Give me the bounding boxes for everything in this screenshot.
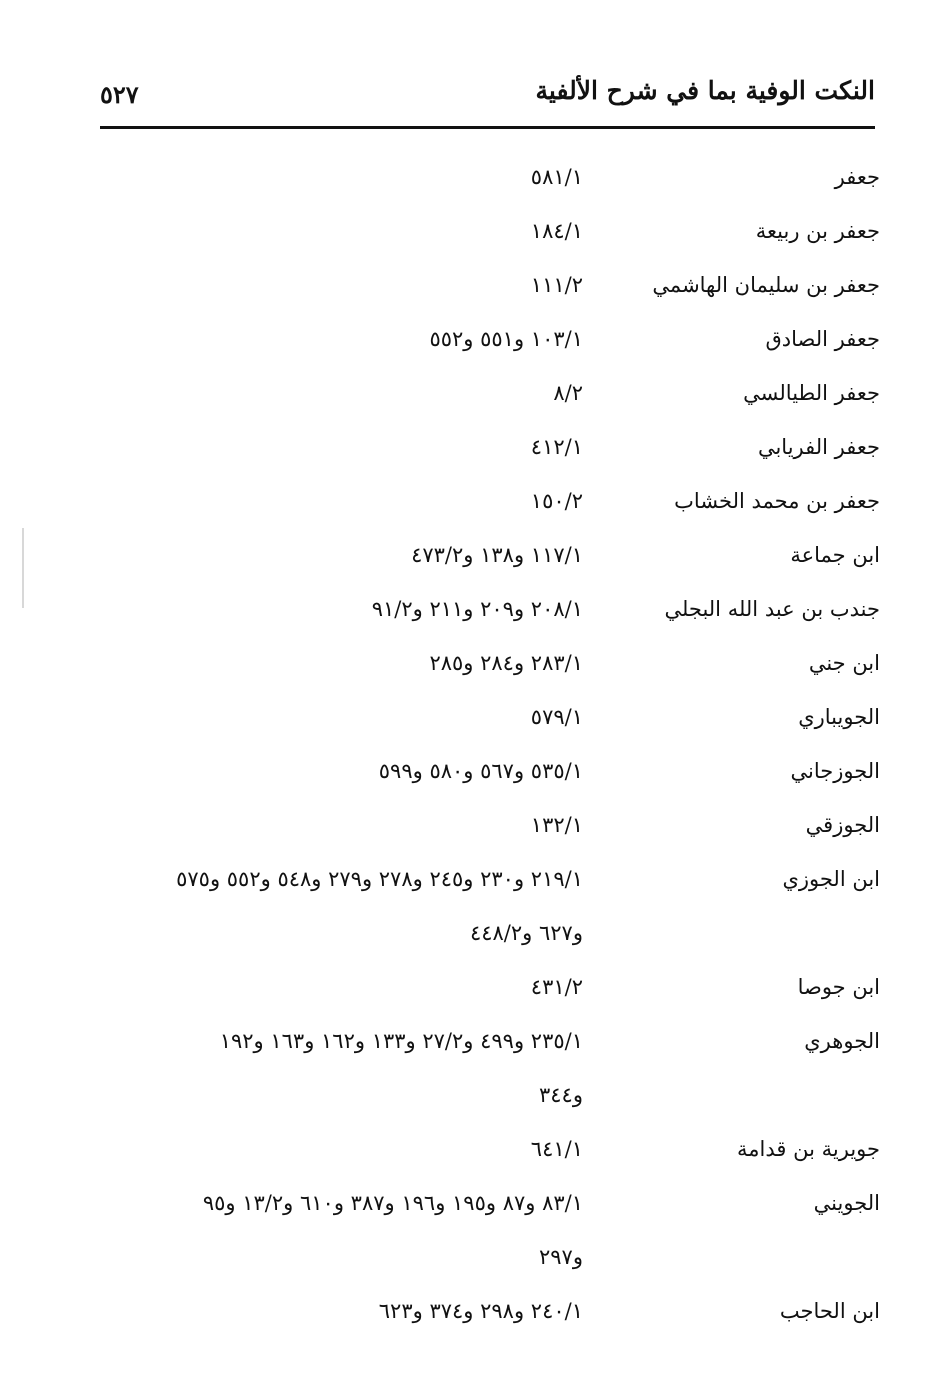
entry-name: ابن جني bbox=[808, 651, 880, 675]
index-entry bbox=[100, 366, 880, 420]
reference-line: ١٣٢/١ bbox=[530, 813, 583, 837]
entry-name: جعفر بن ربيعة bbox=[755, 219, 880, 243]
index-entry bbox=[100, 960, 880, 1014]
entry-references bbox=[100, 1176, 583, 1284]
reference-line: ٤٣١/٢ bbox=[530, 975, 583, 999]
entry-name: الجوهري bbox=[804, 1029, 880, 1053]
entry-references bbox=[100, 1014, 583, 1122]
entry-name: ابن جماعة bbox=[790, 543, 880, 567]
entry-name: ابن الحاجب bbox=[779, 1299, 880, 1323]
reference-line: ٨/٢ bbox=[553, 381, 583, 405]
index-entry bbox=[100, 690, 880, 744]
entry-references bbox=[100, 150, 583, 204]
entry-references bbox=[100, 582, 583, 636]
entry-references bbox=[100, 690, 583, 744]
entry-references bbox=[100, 798, 583, 852]
entry-references bbox=[100, 366, 583, 420]
entry-name: جعفر بن سليمان الهاشمي bbox=[652, 273, 880, 297]
index-entry bbox=[100, 150, 880, 204]
entry-name: جويرية بن قدامة bbox=[737, 1137, 880, 1161]
entry-references bbox=[100, 528, 583, 582]
reference-line: ٢٤٠/١ و٢٩٨ و٣٧٤ و٦٢٣ bbox=[378, 1299, 583, 1323]
reference-line: ٢٨٣/١ و٢٨٤ و٢٨٥ bbox=[429, 651, 583, 675]
reference-line: و٢٩٧ bbox=[539, 1245, 583, 1269]
entry-name: جعفر الطيالسي bbox=[743, 381, 880, 405]
entry-name: الجويباري bbox=[798, 705, 880, 729]
index-entry bbox=[100, 636, 880, 690]
index-entry bbox=[100, 852, 880, 960]
index-entry bbox=[100, 1284, 880, 1338]
reference-line: ١٥٠/٢ bbox=[530, 489, 583, 513]
reference-line: ٥٨١/١ bbox=[530, 165, 583, 189]
entry-name: جندب بن عبد الله البجلي bbox=[664, 597, 880, 621]
entry-name: جعفر الفريابي bbox=[757, 435, 880, 459]
entry-name: الجويني bbox=[813, 1191, 880, 1215]
reference-line: ١٠٣/١ و٥٥١ و٥٥٢ bbox=[429, 327, 583, 351]
running-title: النكت الوفية بما في شرح الألفية bbox=[535, 76, 875, 105]
reference-line: و٦٢٧ و٤٤٨/٢ bbox=[469, 921, 583, 945]
index-entry bbox=[100, 528, 880, 582]
reference-line: ٥٣٥/١ و٥٦٧ و٥٨٠ و٥٩٩ bbox=[378, 759, 583, 783]
reference-line: و٣٤٤ bbox=[539, 1083, 583, 1107]
reference-line: ٢٣٥/١ و٤٩٩ و٢٧/٢ و١٣٣ و١٦٢ و١٦٣ و١٩٢ bbox=[219, 1029, 583, 1053]
scan-margin-mark bbox=[22, 528, 24, 608]
index-entry bbox=[100, 798, 880, 852]
index-entry bbox=[100, 312, 880, 366]
index-entries bbox=[100, 150, 880, 1338]
entry-references bbox=[100, 204, 583, 258]
header-rule bbox=[100, 126, 875, 129]
index-entry bbox=[100, 744, 880, 798]
index-entry bbox=[100, 204, 880, 258]
entry-references bbox=[100, 312, 583, 366]
reference-line: ٥٧٩/١ bbox=[530, 705, 583, 729]
entry-references bbox=[100, 258, 583, 312]
entry-references bbox=[100, 744, 583, 798]
entry-name: ابن جوصا bbox=[797, 975, 880, 999]
reference-line: ٢٠٨/١ و٢٠٩ و٢١١ و٩١/٢ bbox=[371, 597, 583, 621]
entry-name: ابن الجوزي bbox=[782, 867, 880, 891]
index-entry bbox=[100, 1176, 880, 1284]
entry-references bbox=[100, 420, 583, 474]
entry-references bbox=[100, 474, 583, 528]
entry-references bbox=[100, 1122, 583, 1176]
page-number: ٥٢٧ bbox=[100, 80, 139, 109]
entry-references bbox=[100, 636, 583, 690]
entry-name: الجوزجاني bbox=[790, 759, 880, 783]
reference-line: ١٨٤/١ bbox=[530, 219, 583, 243]
index-entry bbox=[100, 420, 880, 474]
index-entry bbox=[100, 474, 880, 528]
reference-line: ٢١٩/١ و٢٣٠ و٢٤٥ و٢٧٨ و٢٧٩ و٥٤٨ و٥٥٢ و٥٧٥ bbox=[176, 867, 583, 891]
index-entry bbox=[100, 1122, 880, 1176]
entry-name: جعفر بن محمد الخشاب bbox=[674, 489, 880, 513]
entry-references bbox=[100, 1284, 583, 1338]
entry-name: الجوزقي bbox=[805, 813, 880, 837]
reference-line: ١١١/٢ bbox=[530, 273, 583, 297]
entry-name: جعفر الصادق bbox=[765, 327, 880, 351]
index-entry bbox=[100, 258, 880, 312]
entry-name: جعفر bbox=[834, 165, 880, 189]
reference-line: ١١٧/١ و١٣٨ و٤٧٣/٢ bbox=[411, 543, 583, 567]
reference-line: ٨٣/١ و٨٧ و١٩٥ و١٩٦ و٣٨٧ و٦١٠ و١٣/٢ و٩٥ bbox=[202, 1191, 583, 1215]
index-entry bbox=[100, 1014, 880, 1122]
entry-references bbox=[100, 960, 583, 1014]
entry-references bbox=[100, 852, 583, 960]
index-entry bbox=[100, 582, 880, 636]
reference-line: ٦٤١/١ bbox=[530, 1137, 583, 1161]
reference-line: ٤١٢/١ bbox=[530, 435, 583, 459]
page-header bbox=[100, 76, 875, 124]
